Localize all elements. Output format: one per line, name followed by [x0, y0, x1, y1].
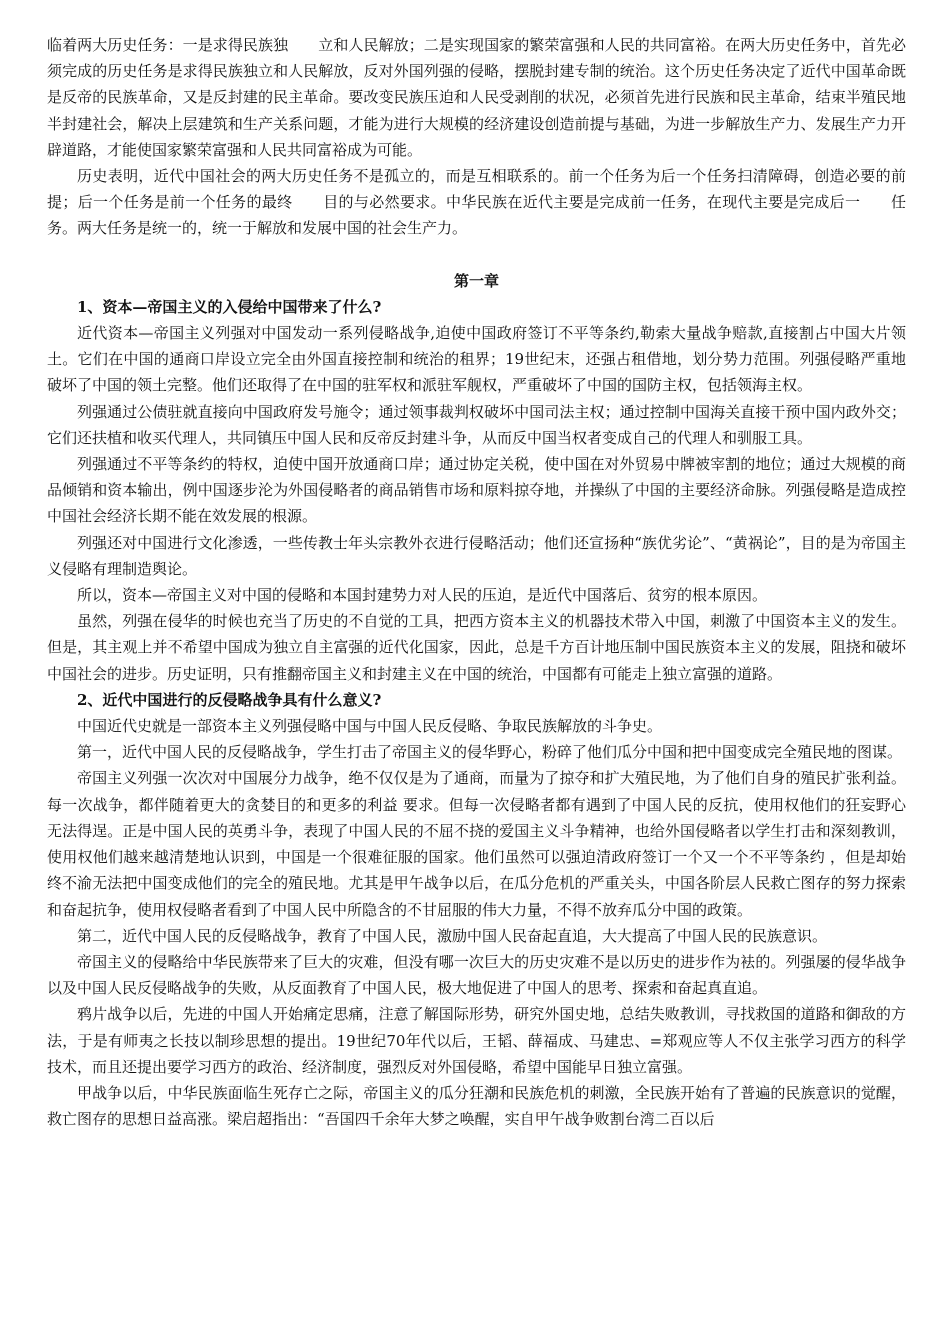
body-paragraph: 第一，近代中国人民的反侵略战争，学生打击了帝国主义的侵华野心，粉碎了他们瓜分中国和把中国变成完全殖民地的图谋。: [77, 743, 903, 762]
body-paragraph: 列强还对中国进行文化渗透，一些传教士年头宗教外衣进行侵略活动；他们还宣扬种“族优劣论”、“黄祸论”，目的是为帝国主义侵略有理制造舆论。: [47, 533, 906, 578]
question-heading: 1、资本—帝国主义的入侵给中国带来了什么?: [77, 297, 382, 316]
body-paragraph: 近代资本—帝国主义列强对中国发动一系列侵略战争,迫使中国政府签订不平等条约,勒索大量战争赔款,直接割占中国大片领土。它们在中国的通商口岸设立完全由外国直接控制和统治的租界；19世纪末，还强占租借地，划分势力范围。列强侵略严重地破坏了中国的领土完整。他们还取得了在中国的驻军权和派驻军舰权，严重破坏了中国的国防主权，包括领海主权。: [47, 324, 906, 395]
body-paragraph: 帝国主义列强一次次对中国展分力战争，绝不仅仅是为了通商，而量为了掠夺和扩大殖民地，为了他们自身的殖民扩张利益。每一次战争，都伴随着更大的贪婪目的和更多的利益 要求。但每一次侵略者都有遇到了中国人民的反抗，使用权他们的狂妄野心无法得逞。正是中国人民的英勇斗争，表现了中国人民的不屈不挠的爱国主义斗争精神，也给外国侵略者以学生打击和深刻教训，使用权他们越来越清楚地认识到，中国是一个很难征服的国家。他们虽然可以强迫清政府签订一个又一个不平等条约 ，但是却始终不渝无法把中国变成他们的完全的殖民地。尤其是甲午战争以后，在瓜分危机的严重关头，中国各阶层人民救亡图存的努力探索和奋起抗争，使用权侵略者看到了中国人民中所隐含的不甘屈服的伟大力量，不得不放弃瓜分中国的政策。: [47, 769, 906, 919]
chapter-title: 第一章: [453, 271, 499, 290]
body-paragraph: 虽然，列强在侵华的时候也充当了历史的不自觉的工具，把西方资本主义的机器技术带入中国，刺激了中国资本主义的发生。但是，其主观上并不希望中国成为独立自主富强的近代化国家，因此，总是千方百计地压制中国民族资本主义的发展，阻挠和破坏中国社会的进步。历史证明，只有推翻帝国主义和封建主义在中国的统治，中国都有可能走上独立富强的道路。: [47, 612, 906, 683]
intro-paragraph: 历史表明，近代中国社会的两大历史任务不是孤立的，而是互相联系的。前一个任务为后一个任务扫清障碍，创造必要的前提；后一个任务是前一个任务的最终 目的与必然要求。中华民族在近代主要是完成前一任务，在现代主要是完成后一 任务。两大任务是统一的，统一于解放和发展中国的社会生产力。: [47, 167, 906, 238]
question-heading: 2、近代中国进行的反侵略战争具有什么意义?: [77, 690, 382, 709]
body-paragraph: 所以，资本—帝国主义对中国的侵略和本国封建势力对人民的压迫，是近代中国落后、贫穷的根本原因。: [77, 586, 768, 605]
section-spacer: [47, 242, 906, 268]
body-paragraph: 第二，近代中国人民的反侵略战争，教育了中国人民，激励中国人民奋起直追，大大提高了中国人民的民族意识。: [77, 926, 828, 945]
body-paragraph: 列强通过公债驻就直接向中国政府发号施令；通过领事裁判权破坏中国司法主权；通过控制中国海关直接干预中国内政外交；它们还扶植和收买代理人，共同镇压中国人民和反帝反封建斗争，从而反中国当权者变成自己的代理人和驯服工具。: [47, 402, 906, 447]
intro-paragraph: 临着两大历史任务：一是求得民族独 立和人民解放；二是实现国家的繁荣富强和人民的共同富裕。在两大历史任务中，首先必须完成的历史任务是求得民族独立和人民解放，反对外国列强的侵略，摆脱封建专制的统治。这个历史任务决定了近代中国革命既是反帝的民族革命，又是反封建的民主革命。要改变民族压迫和人民受剥削的状况，必须首先进行民族和民主革命，结束半殖民地半封建社会，解决上层建筑和生产关系问题，才能为进行大规模的经济建设创造前提与基础，为进一步解放生产力、发展生产力开辟道路，才能使国家繁荣富强和人民共同富裕成为可能。: [47, 36, 906, 159]
body-paragraph: 帝国主义的侵略给中华民族带来了巨大的灾难，但没有哪一次巨大的历史灾难不是以历史的进步作为袪的。列强屡的侵华战争以及中国人民反侵略战争的失败，从反面教育了中国人民，极大地促进了中国人的思考、探索和奋起真直追。: [47, 952, 906, 998]
body-paragraph: 中国近代史就是一部资本主义列强侵略中国与中国人民反侵略、争取民族解放的斗争史。: [77, 717, 663, 736]
body-paragraph: 甲战争以后，中华民族面临生死存亡之际，帝国主义的瓜分狂潮和民族危机的刺激，全民族开始有了普遍的民族意识的觉醒，救亡图存的思想日益高涨。梁启超指出：“吾国四千余年大梦之唤醒，实自甲午战争败割台湾二百以后: [47, 1083, 906, 1129]
body-paragraph: 鸦片战争以后，先进的中国人开始痛定思痛，注意了解国际形势，研究外国史地，总结失败教训，寻找救国的道路和御敌的方法，于是有师夷之长技以制珍思想的提出。19世纪70年代以后，王韬、薛福成、马建忠、=郑观应等人不仅主张学习西方的科学技术，而且还提出要学习西方的政治、经济制度，强烈反对外国侵略，希望中国能早日独立富强。: [47, 1005, 906, 1076]
body-paragraph: 列强通过不平等条约的特权，迫使中国开放通商口岸；通过协定关税，使中国在对外贸易中牌被宰割的地位；通过大规模的商品倾销和资本输出，例中国逐步沦为外国侵略者的商品销售市场和原料掠夺地，并操纵了中国的主要经济命脉。列强侵略是造成控中国社会经济长期不能在效发展的根源。: [47, 455, 906, 526]
